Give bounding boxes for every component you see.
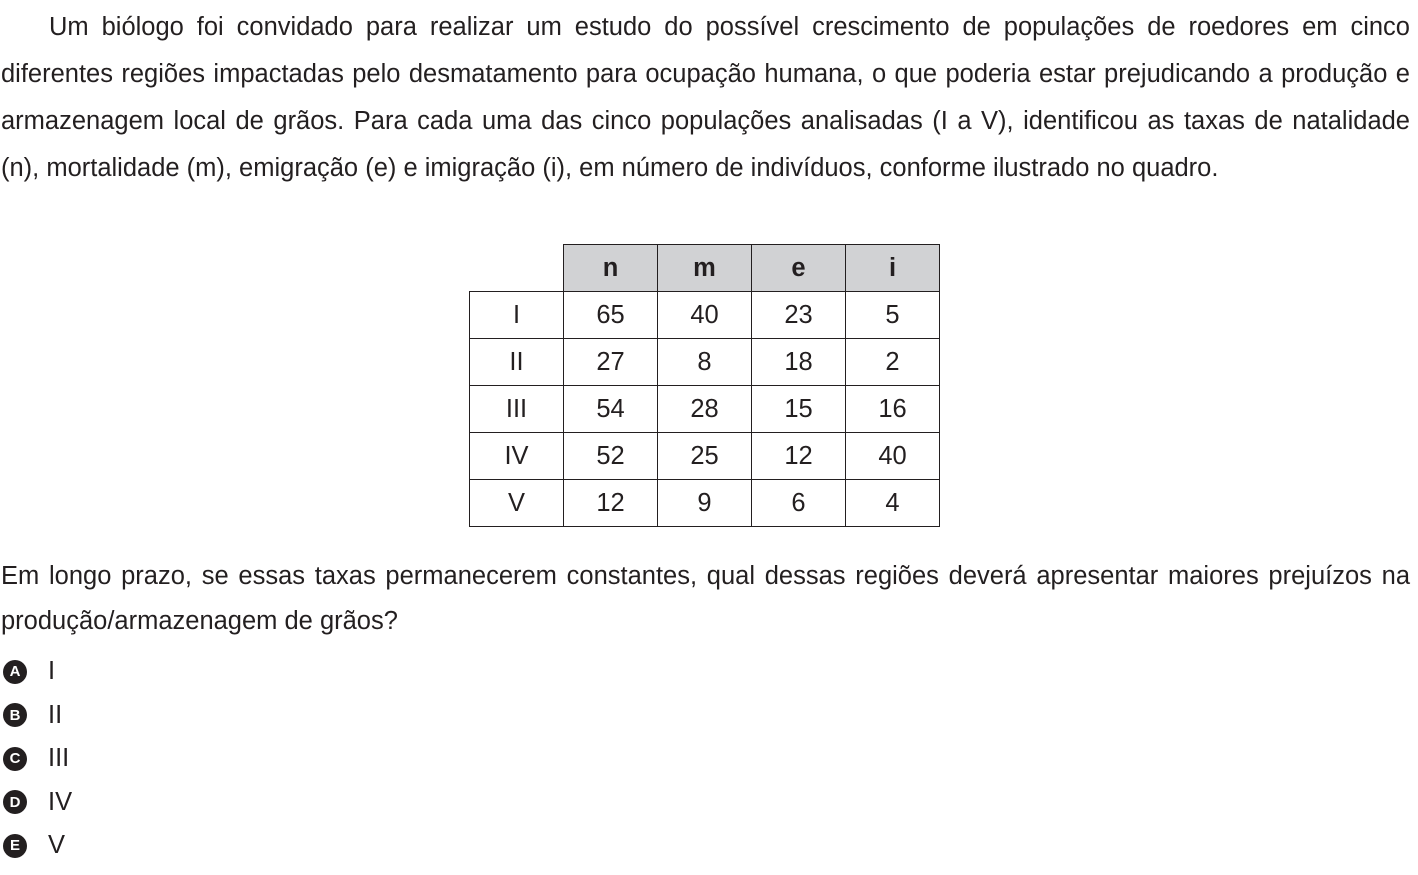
intro-paragraph: Um biólogo foi convidado para realizar um estudo do possível crescimento de populações de roedores em cinco diferentes regiões impactadas pelo desmatamento para ocupação humana, o que poderia estar prejudicando a produção e armazenagem local de grãos. Para cada uma das cinco populações analisadas (I a V), identificou as taxas de natalidade (n), mortalidade (m), emigração (e) e imigração (i), em número de indivíduos, conforme ilustrado no quadro. [1,13,1410,182]
table-row [470,339,940,386]
table-cell: 27 [564,339,658,386]
table-row [470,292,940,339]
table-cell: 8 [658,339,752,386]
table-cell: 65 [564,292,658,339]
option-e-badge: E [3,834,27,858]
row-label: IV [470,433,564,480]
table-cell: 25 [658,433,752,480]
option-a-text: I [48,657,56,686]
table-cell: 6 [752,480,846,527]
row-label: V [470,480,564,527]
table-header-e: e [752,245,846,292]
row-label: I [470,292,564,339]
table-cell: 28 [658,386,752,433]
option-c[interactable] [3,737,72,781]
table-header-m: m [658,245,752,292]
table-cell: 2 [846,339,940,386]
answer-options [3,650,72,868]
option-c-badge: C [3,747,27,771]
table-row [470,433,940,480]
population-rates-table [469,244,940,527]
table-corner-cell [470,245,564,292]
option-d-text: IV [48,787,73,816]
option-b-text: II [48,700,63,729]
table-cell: 54 [564,386,658,433]
option-a[interactable] [3,650,72,694]
option-e[interactable] [3,824,72,868]
row-label: II [470,339,564,386]
table-cell: 18 [752,339,846,386]
table-row [470,480,940,527]
option-b[interactable] [3,694,72,738]
option-c-text: III [48,744,70,773]
table-row [470,386,940,433]
row-label: III [470,386,564,433]
table-header-row [470,245,940,292]
table-cell: 12 [564,480,658,527]
option-d-badge: D [3,790,27,814]
table-cell: 12 [752,433,846,480]
table-cell: 15 [752,386,846,433]
table-cell: 16 [846,386,940,433]
option-d[interactable] [3,781,72,825]
table-header-n: n [564,245,658,292]
option-b-badge: B [3,703,27,727]
option-e-text: V [48,831,66,860]
table-cell: 40 [658,292,752,339]
table-cell: 9 [658,480,752,527]
table-cell: 40 [846,433,940,480]
table-header-i: i [846,245,940,292]
question-text: Em longo prazo, se essas taxas permanecerem constantes, qual dessas regiões deverá apresentar maiores prejuízos na produção/armazenagem de grãos? [1,562,1410,635]
table-cell: 4 [846,480,940,527]
table-cell: 5 [846,292,940,339]
option-a-badge: A [3,660,27,684]
table-cell: 23 [752,292,846,339]
table-cell: 52 [564,433,658,480]
